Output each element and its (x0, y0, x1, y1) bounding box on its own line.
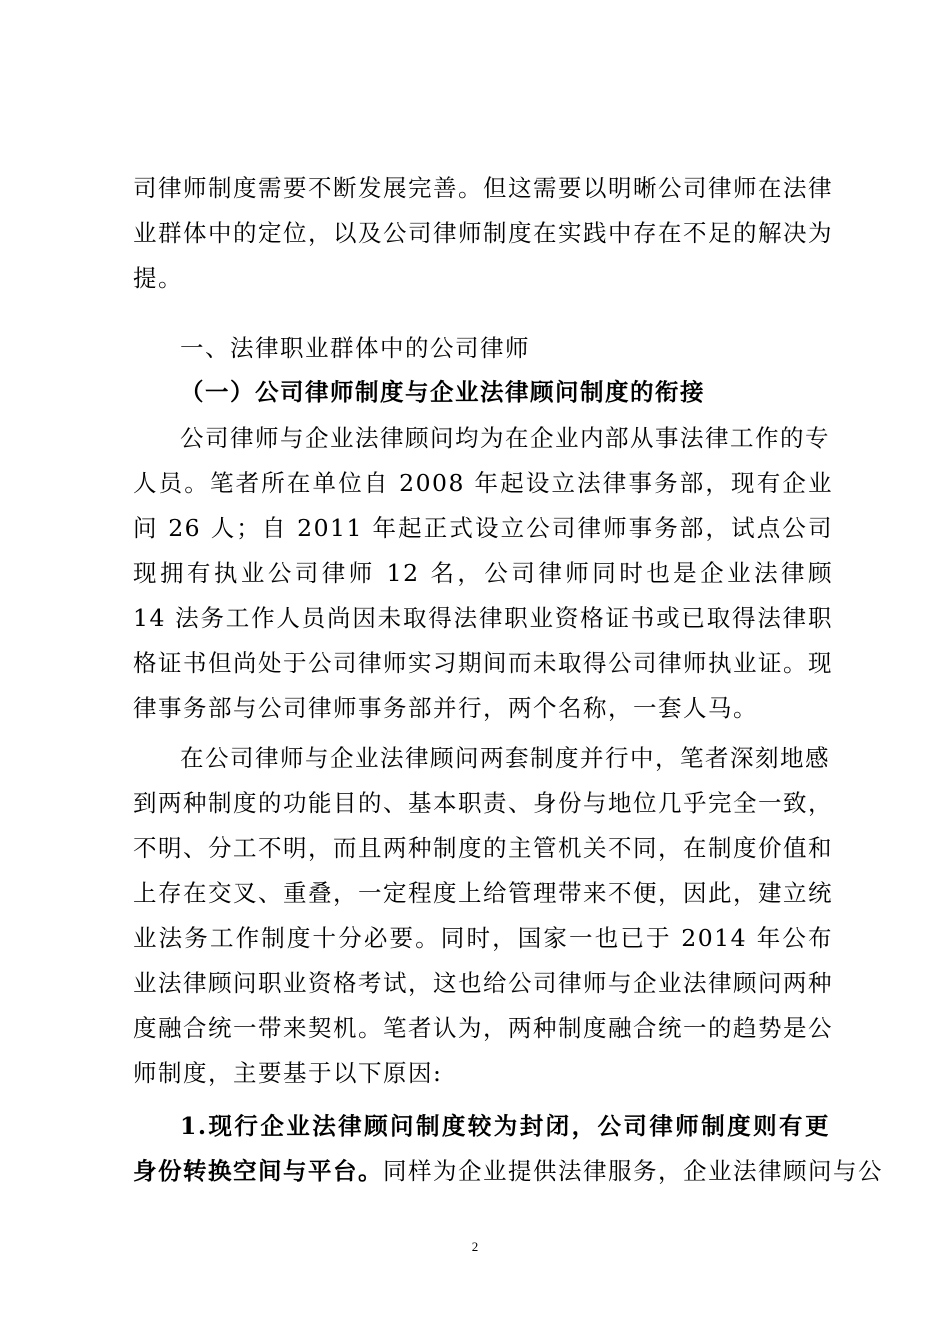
para2-line-4: 上存在交叉、重叠，一定程度上给管理带来不便，因此，建立统 (133, 879, 833, 907)
para3-rest: 同样为企业提供法律服务，企业法律顾问与公 (383, 1157, 883, 1185)
para3-line-2 (133, 1156, 883, 1186)
para1-line-1: 公司律师与企业法律顾问均为在企业内部从事法律工作的专 (180, 424, 830, 452)
para1-line-6: 格证书但尚处于公司律师实习期间而未取得公司律师执业证。现 (133, 649, 833, 677)
para3-bold-line-1: 1.现行企业法律顾问制度较为封闭，公司律师制度则有更 (180, 1112, 830, 1140)
para1-line-4: 现拥有执业公司律师 12 名，公司律师同时也是企业法律顾 (133, 559, 833, 587)
para2-line-8: 师制度，主要基于以下原因: (133, 1059, 443, 1087)
para2-line-5: 业法务工作制度十分必要。同时，国家一也已于 2014 年公布 (133, 924, 833, 952)
para1-line-2: 人员。笔者所在单位自 2008 年起设立法律事务部，现有企业 (133, 469, 833, 497)
intro-line-2: 业群体中的定位，以及公司律师制度在实践中存在不足的解决为 (133, 219, 833, 247)
para2-line-2: 到两种制度的功能目的、基本职责、身份与地位几乎完全一致， (133, 789, 833, 817)
para2-line-6: 业法律顾问职业资格考试，这也给公司律师与企业法律顾问两种 (133, 969, 833, 997)
intro-line-1: 司律师制度需要不断发展完善。但这需要以明晰公司律师在法律 (133, 174, 833, 202)
para1-line-3: 问 26 人；自 2011 年起正式设立公司律师事务部，试点公司 (133, 514, 833, 542)
para2-line-3: 不明、分工不明，而且两种制度的主管机关不同，在制度价值和 (133, 834, 833, 862)
intro-line-3: 提。 (133, 264, 183, 292)
para2-line-7: 度融合统一带来契机。笔者认为，两种制度融合统一的趋势是公 (133, 1014, 833, 1042)
subsection-heading: （一）公司律师制度与企业法律顾问制度的衔接 (180, 378, 705, 406)
section-heading: 一、法律职业群体中的公司律师 (180, 334, 530, 362)
para1-line-7: 律事务部与公司律师事务部并行，两个名称，一套人马。 (133, 694, 758, 722)
para3-bold-lead: 身份转换空间与平台。 (133, 1157, 383, 1185)
page-number: 2 (471, 1239, 479, 1254)
para2-line-1: 在公司律师与企业法律顾问两套制度并行中，笔者深刻地感 (180, 744, 830, 772)
para1-line-5: 14 法务工作人员尚因未取得法律职业资格证书或已取得法律职 (133, 604, 833, 632)
